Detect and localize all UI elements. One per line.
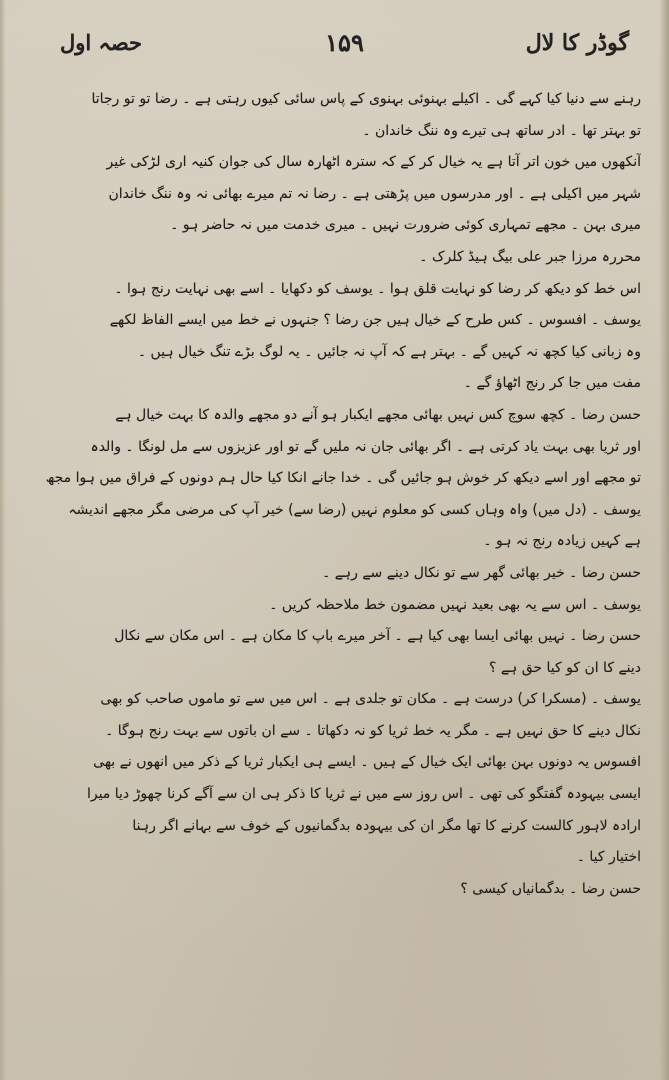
text-line: ہے کہیں زیادہ رنج نہ ہو ۔ [483, 533, 641, 550]
text-line: تو مجھے اور اسے دیکھ کر خوش ہو جائیں گی ۔ خدا جانے انکا کیا حال ہم دونوں کے فراق میں ہوا مجھ [46, 470, 641, 487]
text-line: حسن رضا ۔ نہیں بھائی ایسا بھی کیا ہے ۔ آخر میرے باپ کا مکان ہے ۔ اس مکان سے نکال [114, 628, 641, 645]
text-line: تو بہتر تھا ۔ ادر ساتھ ہی تیرے وہ ننگ خاندان ۔ [362, 122, 641, 139]
text-line: میری بہن ۔ مجھے تمہاری کوئی ضرورت نہیں ۔ میری خدمت میں نہ حاضر ہو ۔ [170, 217, 641, 234]
text-line: حسن رضا ۔ بدگمانیاں کیسی ؟ [460, 880, 641, 897]
page-number: ۱۵۹ [325, 28, 364, 57]
text-line: یوسف ۔ اس سے یہ بھی بعید نہیں مضمون خط ملاحظہ کریں ۔ [269, 596, 641, 613]
text-line: اختیار کیا ۔ [576, 849, 641, 866]
running-title: گوڈر کا لال [525, 30, 629, 56]
page-body-text [46, 84, 641, 1064]
text-line: ایسی بیہودہ گفتگو کی تھی ۔ اس روز سے میں نے ثریا کا ذکر ہی ان سے آگے کرنا چھوڑ دیا میرا [86, 786, 641, 803]
page-edge-shadow-right [659, 0, 669, 1080]
text-line: افسوس یہ دونوں بہن بھائی ایک خیال کے ہیں ۔ ایسے ہی ایکبار ثریا کے ذکر میں انھوں نے بھی [93, 754, 641, 771]
section-label: حصہ اول [60, 30, 143, 55]
text-line: اور ثریا بھی بہت یاد کرتی ہے ۔ اگر بھائی جان نہ ملیں گے تو اور عزیزوں سے مل لونگا ۔ والدہ [90, 438, 641, 455]
text-line: شہر میں اکیلی ہے ۔ اور مدرسوں میں پڑھتی ہے ۔ رضا نہ تم میرے بھائی نہ وہ ننگ خاندان [108, 185, 641, 202]
text-line: مفت میں جا کر رنج اٹھاؤ گے ۔ [463, 375, 641, 392]
text-line: دینے کا ان کو کیا حق ہے ؟ [488, 659, 641, 676]
text-line: یوسف ۔ افسوس ۔ کس طرح کے خیال ہیں جن رضا ؟ جنہوں نے خط میں ایسے الفاظ لکھے [109, 312, 641, 329]
text-line: حسن رضا ۔ خیر بھائی گھر سے تو نکال دینے سے رہے ۔ [322, 564, 641, 581]
text-line: یوسف ۔ (مسکرا کر) درست ہے ۔ مکان تو جلدی ہے ۔ اس میں سے تو ماموں صاحب کو بھی [100, 691, 641, 708]
page-edge-shadow-left [0, 0, 6, 1080]
page-header [60, 28, 629, 72]
text-line: آنکھوں میں خون اتر آتا ہے یہ خیال کر کے کہ سترہ اٹھارہ سال کی جوان کنیہ اری لڑکی غیر [106, 154, 641, 171]
text-line: ارادہ لاہور کالست کرنے کا تھا مگر ان کی بیہودہ بدگمانیوں کے خوف سے بہانے اگر رہنا [132, 817, 641, 834]
text-line: وہ زبانی کیا کچھ نہ کہیں گے ۔ بہتر ہے کہ آپ نہ جائیں ۔ یہ لوگ بڑے تنگ خیال ہیں ۔ [137, 343, 641, 360]
text-line: رہنے سے دنیا کیا کہے گی ۔ اکیلے بہنوئی بہنوی کے پاس سائی کیوں رہتی ہے ۔ رضا تو تو رجاتا [91, 91, 641, 107]
text-line: یوسف ۔ (دل میں) واہ وہاں کسی کو معلوم نہیں (رضا سے) خیر آپ کی مرضی مگر مجھے اندیشہ [68, 501, 641, 518]
text-line: حسن رضا ۔ کچھ سوچ کس نہیں بھائی مجھے ایکبار ہو آنے دو مجھے والدہ کا بہت خیال ہے [115, 406, 641, 423]
text-line: نکال دینے کا حق نہیں ہے ۔ مگر یہ خط ثریا کو نہ دکھاتا ۔ سے ان باتوں سے بہت رنج ہوگا ۔ [105, 722, 641, 739]
text-line: محررہ مرزا جبر علی بیگ ہیڈ کلرک ۔ [419, 248, 641, 265]
text-line: اس خط کو دیکھ کر رضا کو نہایت قلق ہوا ۔ یوسف کو دکھایا ۔ اسے بھی نہایت رنج ہوا ۔ [114, 280, 641, 297]
